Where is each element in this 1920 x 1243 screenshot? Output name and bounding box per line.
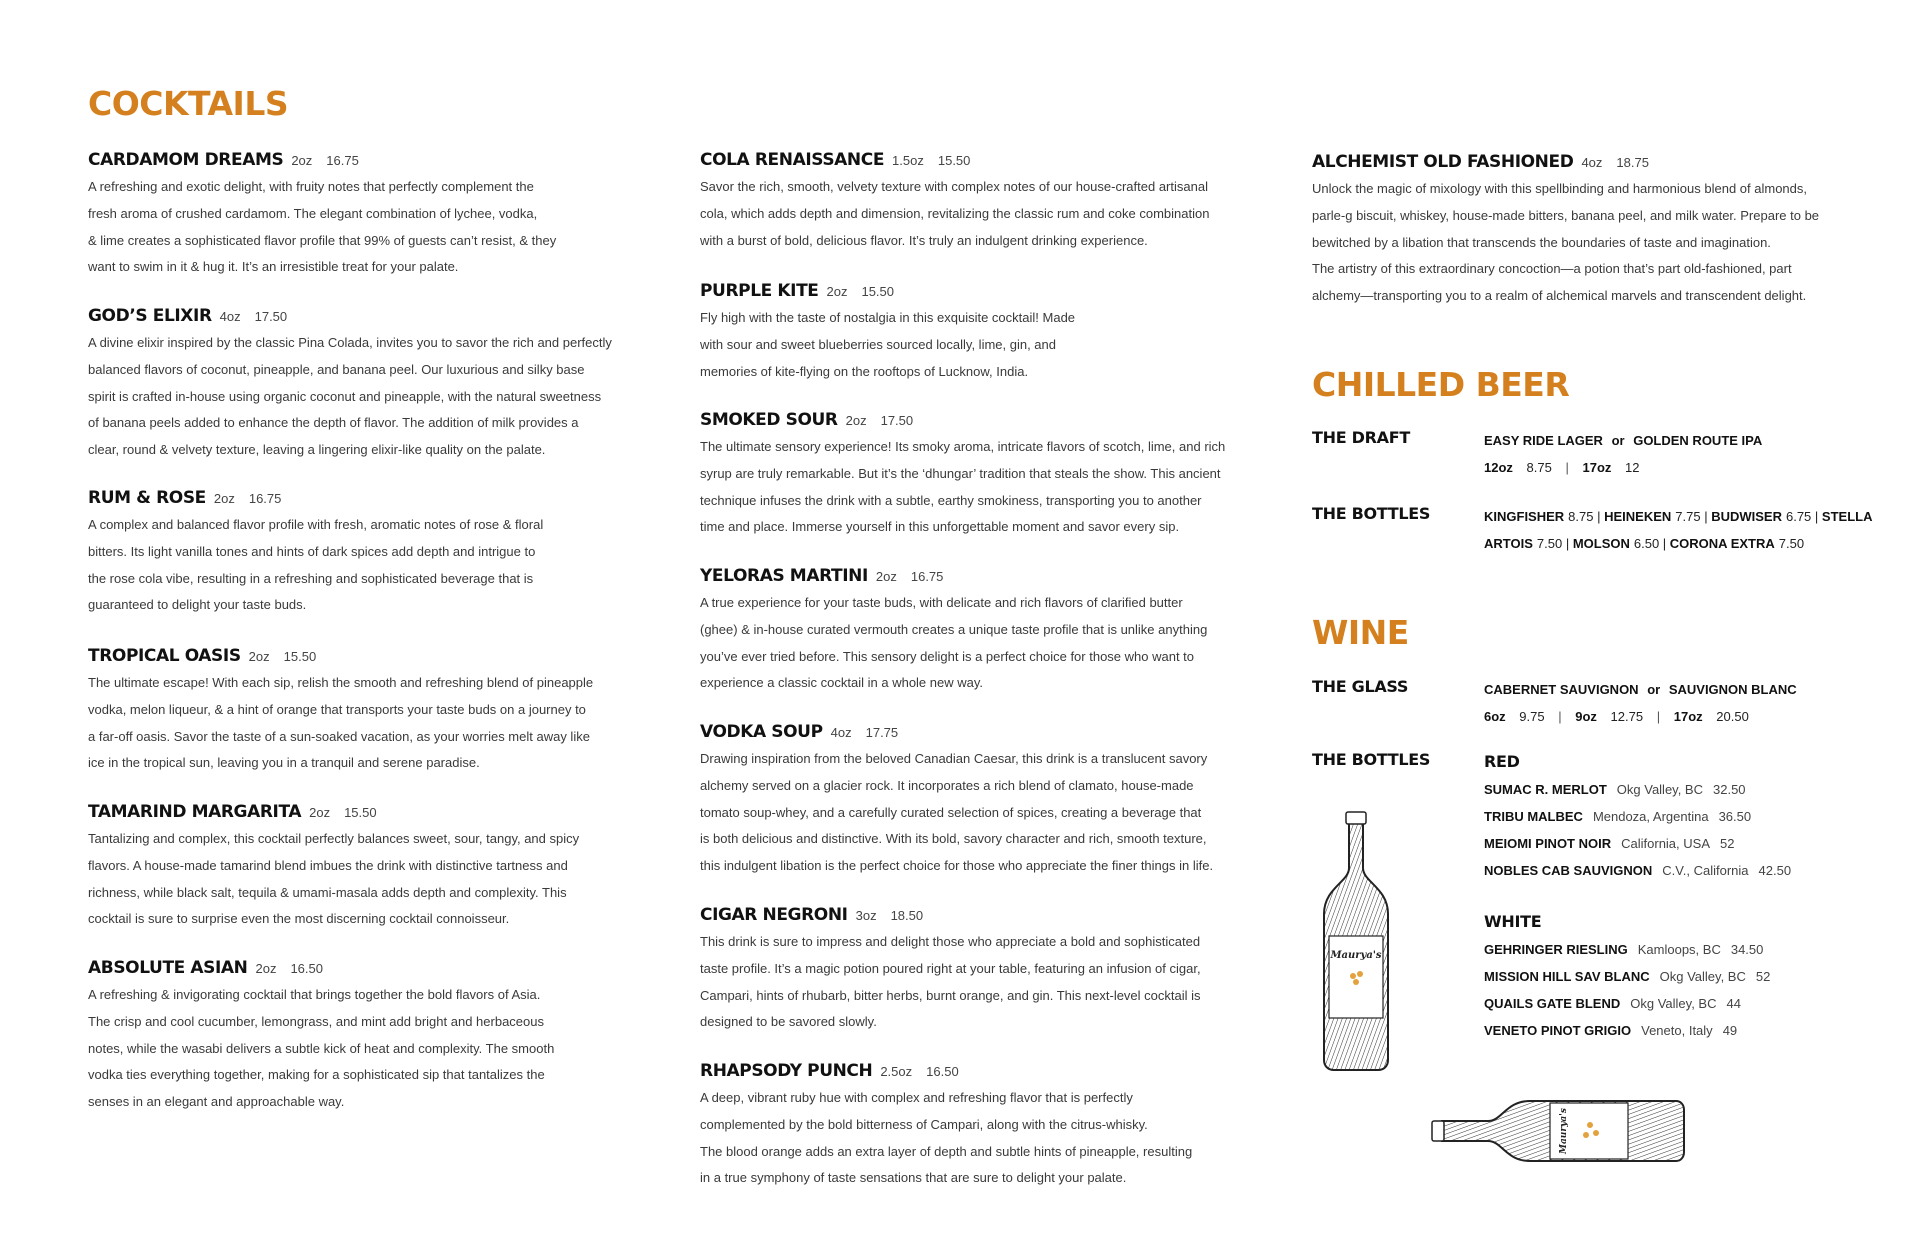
beer-name-heineken: HEINEKEN bbox=[1604, 509, 1672, 524]
description-line: (ghee) & in-house curated vermouth creates a unique taste profile that is unlike anything bbox=[700, 621, 1208, 637]
description-line: clear, round & velvety texture, leaving a lingering elixir-like quality on the palate. bbox=[88, 442, 546, 458]
cocktail-name: GOD’S ELIXIR bbox=[88, 306, 212, 326]
cocktail-name: SMOKED SOUR bbox=[700, 410, 838, 430]
cocktail-description bbox=[88, 174, 648, 281]
cocktail-header bbox=[700, 566, 1260, 590]
cocktail-header bbox=[700, 281, 1260, 305]
description-line: Fly high with the taste of nostalgia in this exquisite cocktail! Made bbox=[700, 310, 1076, 325]
description-line: parle-g biscuit, whiskey, house-made bitters, banana peel, and milk water. Prepare to be bbox=[1312, 207, 1820, 223]
description-line: in a true symphony of taste sensations that are sure to delight your palate. bbox=[700, 1170, 1127, 1186]
wine-name: SUMAC R. MERLOT bbox=[1484, 782, 1607, 797]
description-line: Drawing inspiration from the beloved Canadian Caesar, this drink is a translucent savory bbox=[700, 751, 1208, 766]
description-line: flavors. A house-made tamarind blend imbues the drink with distinctive tartness and bbox=[88, 857, 568, 873]
beer-separator: | bbox=[1593, 509, 1605, 524]
wine-item-gehringer-riesling bbox=[1484, 936, 1874, 963]
cocktail-description bbox=[1312, 176, 1872, 310]
wine-region: C.V., California bbox=[1662, 863, 1749, 878]
cocktail-header bbox=[88, 150, 648, 174]
cocktail-price: 16.75 bbox=[326, 153, 359, 168]
cocktail-description bbox=[88, 982, 648, 1116]
draft-size-2: 17oz bbox=[1582, 460, 1612, 475]
cocktail-name: COLA RENAISSANCE bbox=[700, 150, 885, 170]
cocktail-size: 2oz bbox=[845, 413, 867, 428]
cocktail-size: 4oz bbox=[219, 309, 241, 324]
cocktail-size: 3oz bbox=[855, 908, 877, 923]
red-wine-label: RED bbox=[1484, 752, 1520, 771]
description-line: A refreshing and exotic delight, with fruity notes that perfectly complement the bbox=[88, 179, 534, 194]
beer-name-artois: ARTOIS bbox=[1484, 536, 1533, 551]
beer-separator: | bbox=[1659, 536, 1670, 551]
cocktail-description bbox=[88, 826, 648, 933]
glass-separator-1: | bbox=[1558, 709, 1562, 724]
description-line: A divine elixir inspired by the classic Pina Colada, invites you to savor the rich and perfectly bbox=[88, 335, 612, 350]
cocktail-item-cigar-negroni bbox=[700, 905, 1260, 1036]
wine-item-nobles-cab-sauvignon bbox=[1484, 857, 1874, 884]
wine-name: TRIBU MALBEC bbox=[1484, 809, 1583, 824]
cocktail-header bbox=[700, 722, 1260, 746]
beer-name-corona-extra: CORONA EXTRA bbox=[1669, 536, 1775, 551]
cocktail-header bbox=[88, 488, 648, 512]
description-line: technique infuses the drink with a subtle, earthy smokiness, transporting you to another bbox=[700, 492, 1202, 508]
cocktail-name: YELORAS MARTINI bbox=[700, 566, 868, 586]
wine-name: MISSION HILL SAV BLANC bbox=[1484, 969, 1650, 984]
cocktail-description bbox=[700, 929, 1260, 1036]
beer-price: 7.50 bbox=[1536, 536, 1563, 551]
glass-or: or bbox=[1647, 682, 1661, 697]
wine-item-meiomi-pinot-noir bbox=[1484, 830, 1874, 857]
cocktail-size: 2oz bbox=[248, 649, 270, 664]
wine-region: Veneto, Italy bbox=[1641, 1023, 1713, 1038]
beer-name-kingfisher: KINGFISHER bbox=[1484, 509, 1565, 524]
description-line: designed to be savored slowly. bbox=[700, 1014, 877, 1030]
glass-separator-2: | bbox=[1656, 709, 1661, 724]
description-line: the rose cola vibe, resulting in a refreshing and sophisticated beverage that is bbox=[88, 570, 534, 586]
beer-price: 8.75 bbox=[1568, 509, 1594, 524]
wine-price: 44 bbox=[1726, 996, 1741, 1011]
cocktail-item-smoked-sour bbox=[700, 410, 1260, 541]
description-line: bitters. Its light vanilla tones and hints of dark spices add depth and intrigue to bbox=[88, 543, 536, 559]
beer-price: 7.50 bbox=[1778, 536, 1805, 551]
description-line: A complex and balanced flavor profile with fresh, aromatic notes of rose & floral bbox=[88, 517, 544, 532]
cocktail-header bbox=[88, 646, 648, 670]
description-line: fresh aroma of crushed cardamom. The elegant combination of lychee, vodka, bbox=[88, 205, 538, 221]
wine-name: NOBLES CAB SAUVIGNON bbox=[1484, 863, 1653, 878]
cocktail-item-god-s-elixir bbox=[88, 306, 648, 464]
glass-size-1: 6oz bbox=[1484, 709, 1506, 724]
beer-name-budwiser: BUDWISER bbox=[1711, 509, 1782, 524]
cocktail-item-tropical-oasis bbox=[88, 646, 648, 777]
wine-region: California, USA bbox=[1621, 836, 1710, 851]
description-line: tomato soup-whey, and a carefully curated selection of spices, creating a beverage that bbox=[700, 804, 1202, 820]
cocktail-header bbox=[700, 905, 1260, 929]
cocktail-description bbox=[700, 174, 1260, 254]
description-line: ice in the tropical sun, leaving you in a tranquil and serene paradise. bbox=[88, 755, 480, 771]
cocktail-item-absolute-asian bbox=[88, 958, 648, 1116]
draft-details bbox=[1484, 427, 1874, 481]
cocktail-price: 16.75 bbox=[910, 569, 944, 584]
cocktail-price: 17.50 bbox=[880, 413, 914, 428]
description-line: cocktail is sure to surprise even the most discerning cocktail connoisseur. bbox=[88, 911, 510, 927]
wine-price: 49 bbox=[1722, 1023, 1738, 1038]
cocktail-description bbox=[700, 434, 1260, 541]
draft-price-1: 8.75 bbox=[1526, 460, 1552, 475]
description-line: with sour and sweet blueberries sourced locally, lime, gin, and bbox=[700, 336, 1056, 352]
cocktail-name: CIGAR NEGRONI bbox=[700, 905, 848, 925]
beer-bottles-label: THE BOTTLES bbox=[1312, 504, 1431, 523]
cocktail-price: 15.50 bbox=[937, 153, 971, 168]
cocktail-price: 16.50 bbox=[290, 961, 323, 976]
beer-name-molson: MOLSON bbox=[1572, 536, 1630, 551]
description-line: richness, while black salt, tequila & umami-masala adds depth and complexity. This bbox=[88, 884, 567, 900]
beer-separator: | bbox=[1700, 509, 1712, 524]
description-line: vodka, melon liqueur, & a hint of orange that transports your taste buds on a journey to bbox=[88, 701, 586, 717]
cocktail-price: 17.50 bbox=[254, 309, 288, 324]
glass-price-1: 9.75 bbox=[1519, 709, 1545, 724]
cocktail-item-yeloras-martini bbox=[700, 566, 1260, 697]
cocktail-price: 15.50 bbox=[861, 284, 895, 299]
cocktail-size: 2oz bbox=[875, 569, 897, 584]
cocktail-header bbox=[88, 802, 648, 826]
cocktail-name: CARDAMOM DREAMS bbox=[88, 150, 284, 170]
description-line: vodka ties everything together, making for a sophisticated sip that tantalizes the bbox=[88, 1067, 545, 1083]
wine-name: VENETO PINOT GRIGIO bbox=[1484, 1023, 1632, 1038]
wine-price: 52 bbox=[1720, 836, 1735, 851]
wine-region: Mendoza, Argentina bbox=[1592, 809, 1709, 824]
beer-name-stella: STELLA bbox=[1821, 509, 1873, 524]
description-line: want to swim in it & hug it. It’s an irresistible treat for your palate. bbox=[88, 259, 459, 275]
cocktail-header bbox=[88, 958, 648, 982]
cocktail-description bbox=[700, 1085, 1260, 1192]
wine-price: 32.50 bbox=[1713, 782, 1746, 797]
draft-separator: | bbox=[1565, 460, 1569, 475]
cocktail-size: 2oz bbox=[255, 961, 277, 976]
red-wine-section bbox=[1484, 748, 1874, 884]
cocktail-description bbox=[700, 590, 1260, 697]
wine-bottles-label: THE BOTTLES bbox=[1312, 750, 1431, 769]
description-line: this indulgent libation is the perfect choice for those who appreciate the finer things in life. bbox=[700, 858, 1214, 874]
description-line: The blood orange adds an extra layer of depth and subtle hints of pineapple, resulting bbox=[700, 1143, 1193, 1159]
description-line: a far-off oasis. Savor the taste of a sun-soaked vacation, as your worries melt away like bbox=[88, 728, 590, 744]
draft-or: or bbox=[1611, 433, 1625, 448]
cocktail-name: ABSOLUTE ASIAN bbox=[88, 958, 248, 978]
beer-separator: | bbox=[1811, 509, 1822, 524]
cocktail-size: 4oz bbox=[1581, 155, 1603, 170]
glass-details bbox=[1484, 676, 1874, 730]
glass-option-2: SAUVIGNON BLANC bbox=[1668, 682, 1797, 697]
cocktail-header bbox=[88, 306, 648, 330]
description-line: A refreshing & invigorating cocktail that brings together the bold flavors of Asia. bbox=[88, 987, 541, 1002]
beer-title: CHILLED BEER bbox=[1312, 365, 1570, 404]
description-line: Tantalizing and complex, this cocktail perfectly balances sweet, sour, tangy, and spicy bbox=[88, 831, 580, 846]
description-line: you’ve ever tried before. This sensory delight is a perfect choice for those who want to bbox=[700, 648, 1195, 664]
cocktail-price: 15.50 bbox=[344, 805, 377, 820]
cocktail-name: RHAPSODY PUNCH bbox=[700, 1061, 873, 1081]
glass-price-3: 20.50 bbox=[1716, 709, 1749, 724]
wine-price: 34.50 bbox=[1730, 942, 1764, 957]
glass-label: THE GLASS bbox=[1312, 677, 1409, 696]
white-wine-section bbox=[1484, 908, 1874, 1044]
wine-bottle-lying-illustration bbox=[1430, 1097, 1686, 1167]
description-line: A true experience for your taste buds, with delicate and rich flavors of clarified butter bbox=[700, 595, 1183, 610]
description-line: time and place. Immerse yourself in this unforgettable moment and savor every sip. bbox=[700, 519, 1180, 535]
cocktail-header bbox=[700, 1061, 1260, 1085]
bottle-label-text: Maurya's bbox=[1330, 950, 1382, 961]
cocktail-item-purple-kite bbox=[700, 281, 1260, 385]
cocktail-price: 17.75 bbox=[865, 725, 899, 740]
glass-size-3: 17oz bbox=[1673, 709, 1703, 724]
wine-item-tribu-malbec bbox=[1484, 803, 1874, 830]
wine-name: MEIOMI PINOT NOIR bbox=[1484, 836, 1612, 851]
cocktail-item-vodka-soup bbox=[700, 722, 1260, 880]
wine-item-quails-gate-blend bbox=[1484, 990, 1874, 1017]
cocktail-price: 15.50 bbox=[283, 649, 317, 664]
description-line: guaranteed to delight your taste buds. bbox=[88, 597, 307, 613]
cocktail-size: 2oz bbox=[826, 284, 848, 299]
cocktail-description bbox=[88, 330, 648, 464]
cocktail-description bbox=[700, 305, 1260, 385]
description-line: syrup are truly remarkable. But it’s the ‘dhungar’ tradition that steals the show. This ancient bbox=[700, 465, 1221, 481]
cocktail-size: 2oz bbox=[213, 491, 235, 506]
wine-price: 52 bbox=[1755, 969, 1771, 984]
beer-price: 6.50 bbox=[1633, 536, 1660, 551]
cocktail-price: 18.50 bbox=[890, 908, 924, 923]
cocktail-name: PURPLE KITE bbox=[700, 281, 819, 301]
cocktail-name: TAMARIND MARGARITA bbox=[88, 802, 302, 822]
description-line: Campari, hints of rhubarb, bitter herbs, burnt orange, and gin. This next-level cocktail is bbox=[700, 987, 1201, 1003]
beer-price: 6.75 bbox=[1785, 509, 1812, 524]
cocktail-name: TROPICAL OASIS bbox=[88, 646, 241, 666]
cocktail-size: 4oz bbox=[830, 725, 852, 740]
cocktail-size: 2oz bbox=[309, 805, 331, 820]
description-line: The ultimate escape! With each sip, relish the smooth and refreshing blend of pineapple bbox=[88, 675, 594, 690]
draft-size-1: 12oz bbox=[1484, 460, 1513, 475]
cocktail-name: VODKA SOUP bbox=[700, 722, 823, 742]
cocktails-title: COCKTAILS bbox=[88, 84, 289, 123]
white-wine-label: WHITE bbox=[1484, 912, 1542, 931]
wine-bottle-upright-illustration bbox=[1320, 810, 1392, 1072]
cocktail-item-rhapsody-punch bbox=[700, 1061, 1260, 1192]
cocktail-item-cola-renaissance bbox=[700, 150, 1260, 254]
description-line: is both delicious and distinctive. With its bold, savory character and rich, smooth texture, bbox=[700, 831, 1207, 847]
cocktail-price: 18.75 bbox=[1616, 155, 1649, 170]
cocktail-name: ALCHEMIST OLD FASHIONED bbox=[1312, 152, 1574, 172]
description-line: alchemy—transporting you to a realm of alchemical marvels and transcendent delight. bbox=[1312, 288, 1807, 304]
wine-name: QUAILS GATE BLEND bbox=[1484, 996, 1621, 1011]
description-line: The crisp and cool cucumber, lemongrass, and mint add bright and herbaceous bbox=[88, 1013, 544, 1029]
draft-label: THE DRAFT bbox=[1312, 428, 1410, 447]
draft-option-1: EASY RIDE LAGER bbox=[1484, 433, 1603, 448]
cocktail-item-tamarind-margarita bbox=[88, 802, 648, 933]
wine-price: 42.50 bbox=[1758, 863, 1792, 878]
description-line: The ultimate sensory experience! Its smoky aroma, intricate flavors of scotch, lime, and rich bbox=[700, 439, 1226, 454]
description-line: of banana peels added to enhance the depth of flavor. The addition of milk provides a bbox=[88, 415, 579, 431]
cocktail-item-rum-rose bbox=[88, 488, 648, 619]
wine-region: Okg Valley, BC bbox=[1659, 969, 1746, 984]
wine-region: Kamloops, BC bbox=[1637, 942, 1721, 957]
cocktail-price: 16.50 bbox=[926, 1064, 959, 1079]
description-line: taste profile. It’s a magic potion poured right at your table, featuring an infusion of cigar, bbox=[700, 960, 1201, 976]
wine-item-mission-hill-sav-blanc bbox=[1484, 963, 1874, 990]
draft-option-2: GOLDEN ROUTE IPA bbox=[1633, 433, 1763, 448]
cocktail-header bbox=[700, 150, 1260, 174]
description-line: senses in an elegant and approachable way. bbox=[88, 1094, 345, 1110]
description-line: A deep, vibrant ruby hue with complex and refreshing flavor that is perfectly bbox=[700, 1090, 1133, 1105]
glass-option-1: CABERNET SAUVIGNON bbox=[1484, 682, 1639, 697]
cocktail-description bbox=[88, 512, 648, 619]
cocktail-price: 16.75 bbox=[248, 491, 282, 506]
description-line: balanced flavors of coconut, pineapple, and banana peel. Our luxurious and silky base bbox=[88, 361, 585, 377]
wine-title: WINE bbox=[1312, 613, 1409, 652]
wine-item-sumac-r-merlot bbox=[1484, 776, 1874, 803]
wine-item-veneto-pinot-grigio bbox=[1484, 1017, 1874, 1044]
cocktail-size: 2.5oz bbox=[880, 1064, 913, 1079]
cocktail-description bbox=[88, 670, 648, 777]
beer-separator: | bbox=[1562, 536, 1573, 551]
cocktail-name: RUM & ROSE bbox=[88, 488, 206, 508]
description-line: with a burst of bold, delicious flavor. It’s truly an indulgent drinking experience. bbox=[700, 232, 1148, 248]
cocktail-header bbox=[1312, 152, 1872, 176]
draft-price-2: 12 bbox=[1625, 460, 1640, 475]
wine-price: 36.50 bbox=[1718, 809, 1752, 824]
description-line: experience a classic cocktail in a whole new way. bbox=[700, 675, 984, 691]
cocktail-size: 2oz bbox=[291, 153, 313, 168]
cocktail-item-alchemist-old-fashioned bbox=[1312, 152, 1872, 310]
description-line: The artistry of this extraordinary concoction—a potion that’s part old-fashioned, part bbox=[1312, 261, 1792, 277]
cocktail-description bbox=[700, 746, 1260, 880]
description-line: bewitched by a libation that transcends the boundaries of taste and imagination. bbox=[1312, 234, 1771, 250]
bottle-label-text-2: Maurya's bbox=[1559, 1108, 1569, 1154]
wine-region: Okg Valley, BC bbox=[1630, 996, 1717, 1011]
description-line: notes, while the wasabi delivers a subtle kick of heat and complexity. The smooth bbox=[88, 1040, 555, 1056]
description-line: complemented by the bold bitterness of Campari, along with the citrus-whisky. bbox=[700, 1116, 1148, 1132]
beer-price: 7.75 bbox=[1675, 509, 1701, 524]
description-line: This drink is sure to impress and delight those who appreciate a bold and sophisticated bbox=[700, 934, 1201, 949]
cocktail-size: 1.5oz bbox=[892, 153, 924, 168]
description-line: Unlock the magic of mixology with this spellbinding and harmonious blend of almonds, bbox=[1312, 181, 1807, 196]
description-line: spirit is crafted in-house using organic coconut and pineapple, with the natural sweetness bbox=[88, 388, 602, 404]
cocktail-item-cardamom-dreams bbox=[88, 150, 648, 281]
cocktail-header bbox=[700, 410, 1260, 434]
beer-bottles-list bbox=[1484, 503, 1874, 557]
description-line: cola, which adds depth and dimension, revitalizing the classic rum and coke combination bbox=[700, 205, 1210, 221]
description-line: alchemy served on a glacier rock. It incorporates a rich blend of clamato, house-made bbox=[700, 777, 1194, 793]
wine-name: GEHRINGER RIESLING bbox=[1484, 942, 1628, 957]
description-line: memories of kite-flying on the rooftops of Lucknow, India. bbox=[700, 363, 1029, 379]
description-line: Savor the rich, smooth, velvety texture with complex notes of our house-crafted artisanal bbox=[700, 179, 1208, 194]
wine-region: Okg Valley, BC bbox=[1616, 782, 1703, 797]
description-line: & lime creates a sophisticated flavor profile that 99% of guests can’t resist, & they bbox=[88, 232, 557, 248]
glass-price-2: 12.75 bbox=[1610, 709, 1644, 724]
glass-size-2: 9oz bbox=[1575, 709, 1597, 724]
